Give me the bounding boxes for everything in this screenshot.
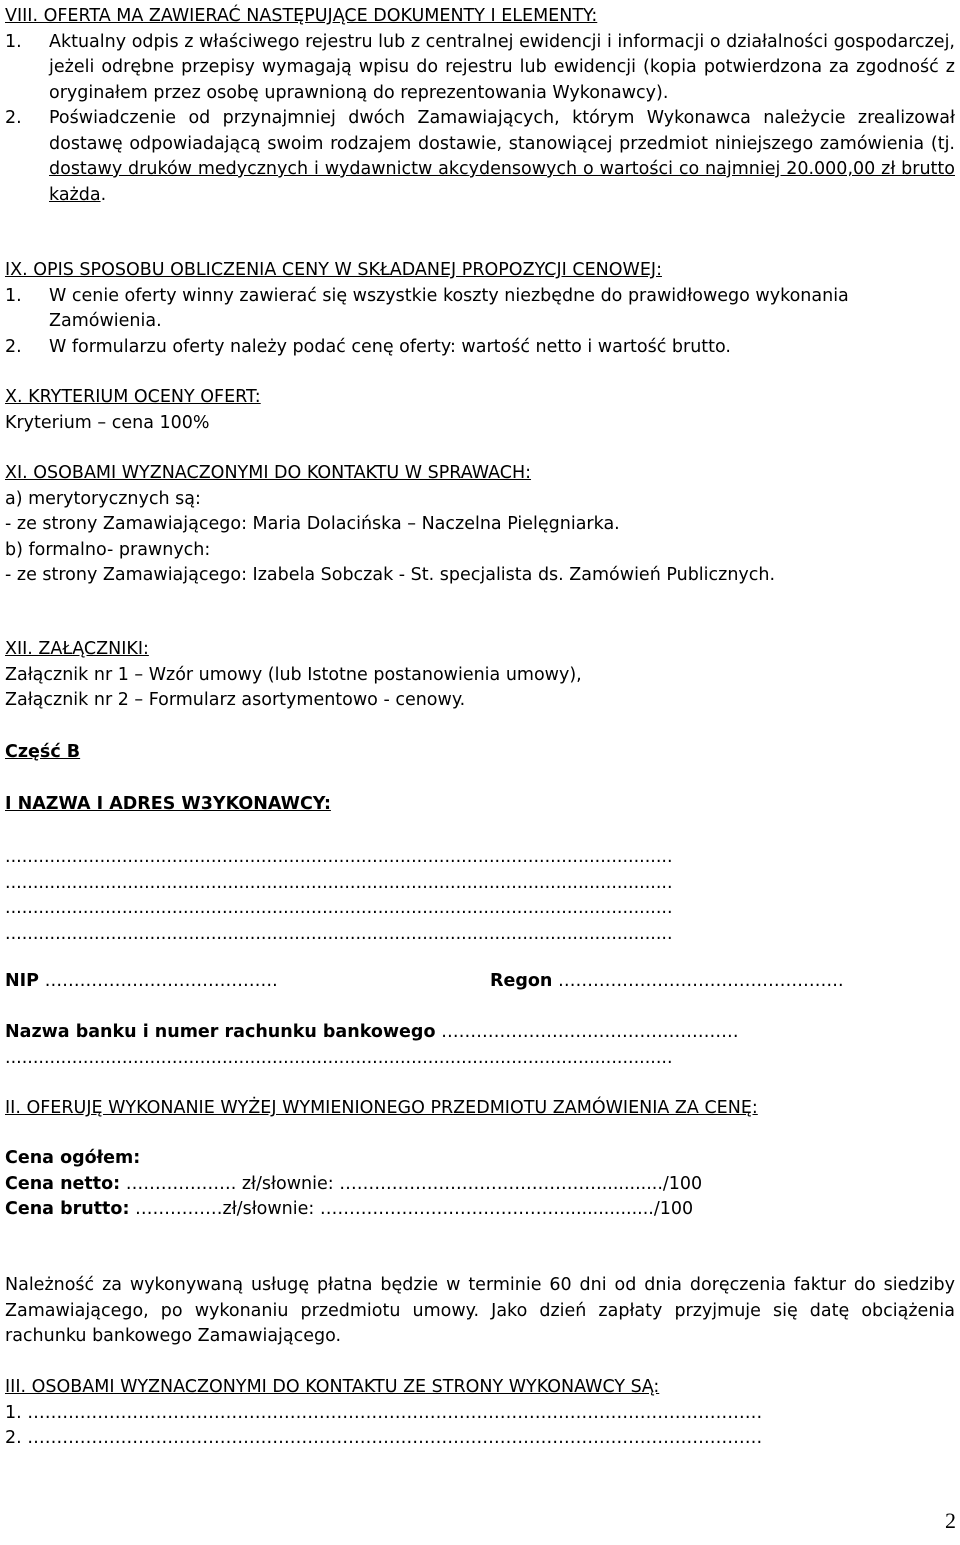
item-text: Aktualny odpis z właściwego rejestru lub z centralnej ewidencji i informacji o działalności gospodarczej, jeżeli odrębne przepisy wymagają wpisu do rejestru lub ewidencji (kopia potwierdzona za zgodność z oryginałem przez osobę uprawnioną do reprezentowania Wykonawcy). (49, 31, 955, 103)
price-block (5, 1146, 955, 1223)
payment-terms: Należność za wykonywaną usługę płatna będzie w terminie 60 dni od dnia doręczenia faktur do siedziby Zamawiającego, po wykonaniu przedmiotu umowy. Jako dzień zapłaty przyjmuje się datę obciążenia rachunku bankowego Zamawiającego. (5, 1275, 955, 1346)
fill-line: ........................................................................................................................ (5, 872, 673, 893)
section-xi (5, 461, 955, 589)
nip-label: NIP (5, 971, 39, 991)
section-xii-heading: XII. ZAŁĄCZNIKI: (5, 639, 149, 659)
item-text: W formularzu oferty należy podać cenę oferty: wartość netto i wartość brutto. (49, 336, 731, 357)
attachment-line: Załącznik nr 2 – Formularz asortymentowo - cenowy. (5, 690, 466, 710)
attachment-line: Załącznik nr 1 – Wzór umowy (lub Istotne postanowienia umowy), (5, 664, 582, 685)
contractor-name-address-fill (5, 845, 955, 947)
section-ix-heading: IX. OPIS SPOSOBU OBLICZENIA CENY W SKŁADANEJ PROPOZYCJI CENOWEJ: (5, 260, 662, 280)
section-iii-heading: III. OSOBAMI WYZNACZONYMI DO KONTAKTU ZE STRONY WYKONAWCY SĄ: (5, 1377, 660, 1397)
list-item (5, 106, 955, 208)
gross-price-label: Cena brutto: (5, 1199, 130, 1219)
criterion-line: Kryterium – cena 100% (5, 412, 210, 433)
section-ii (5, 1096, 955, 1122)
gross-price-fill: ……………zł/słownie: ……………………………………................/100 (129, 1199, 694, 1219)
nip-fill: …………………………………. (44, 971, 278, 991)
net-price-fill: ………………. zł/słownie: ……………………………………….........../100 (120, 1173, 703, 1194)
contact-line: b) formalno- prawnych: (5, 539, 211, 560)
contact-line: a) merytorycznych są: (5, 488, 201, 509)
item-text: Poświadczenie od przynajmniej dwóch Zamawiających, którym Wykonawca należycie zrealizował dostawę odpowiadającą swoim rodzajem dostawie, stanowiącej przedmiot niniejszego zamówienia (tj. (49, 108, 955, 154)
contractor-section (5, 792, 955, 818)
fill-line: ........................................................................................................................ (5, 1047, 673, 1068)
net-price-label: Cena netto: (5, 1173, 121, 1194)
item-text-end: . (100, 184, 107, 205)
contact-line: - ze strony Zamawiającego: Maria Dolacińska – Naczelna Pielęgniarka. (5, 514, 620, 534)
fill-line: ........................................................................................................................ (5, 898, 673, 918)
regon-fill: …………………………………………. (557, 971, 844, 991)
list-item (5, 335, 955, 361)
fill-line: ........................................................................................................................ (5, 923, 673, 944)
contact-line: - ze strony Zamawiającego: Izabela Sobczak - St. specjalista ds. Zamówień Publicznych. (5, 565, 776, 585)
section-xi-heading: XI. OSOBAMI WYZNACZONYMI DO KONTAKTU W SPRAWACH: (5, 463, 532, 483)
list-item (5, 30, 955, 107)
section-viii-heading: VIII. OFERTA MA ZAWIERAĆ NASTĘPUJĄCE DOKUMENTY I ELEMENTY: (5, 6, 598, 26)
part-b-heading: Część B (5, 742, 81, 762)
section-x-heading: X. KRYTERIUM OCENY OFERT: (5, 387, 261, 407)
section-xii (5, 637, 955, 714)
page-number: 2 (945, 1508, 956, 1533)
section-x (5, 385, 955, 436)
bank-label: Nazwa banku i numer rachunku bankowego (5, 1022, 436, 1042)
total-price-label: Cena ogółem: (5, 1148, 141, 1168)
contact-fill-line: 1. ……………………………………………………………………………………………………………… (5, 1402, 763, 1423)
contact-fill-line: 2. ……………………………………………………………………………………………………………… (5, 1428, 763, 1448)
bank-row (5, 1020, 955, 1071)
item-number: 1. (5, 31, 22, 52)
list-item (5, 284, 955, 335)
bank-fill: …………………………………………… (441, 1022, 739, 1042)
section-viii (5, 4, 955, 208)
nip-regon-row (5, 969, 955, 995)
item-number: 1. (5, 285, 22, 306)
section-ix (5, 258, 955, 360)
item-number: 2. (5, 336, 22, 357)
section-iii (5, 1375, 955, 1452)
fill-line: ........................................................................................................................ (5, 847, 673, 867)
regon-label: Regon (490, 971, 553, 991)
item-number: 2. (5, 108, 22, 128)
item-text-underlined: dostawy druków medycznych i wydawnictw akcydensowych o wartości co najmniej 20.000,00 zł brutto każda (49, 159, 955, 205)
section-ii-heading: II. OFERUJĘ WYKONANIE WYŻEJ WYMIENIONEGO PRZEDMIOTU ZAMÓWIENIA ZA CENĘ: (5, 1098, 758, 1118)
contractor-heading: I NAZWA I ADRES W3YKONAWCY: (5, 794, 331, 814)
item-text: W cenie oferty winny zawierać się wszystkie koszty niezbędne do prawidłowego wykonania Zamówienia. (49, 285, 849, 331)
